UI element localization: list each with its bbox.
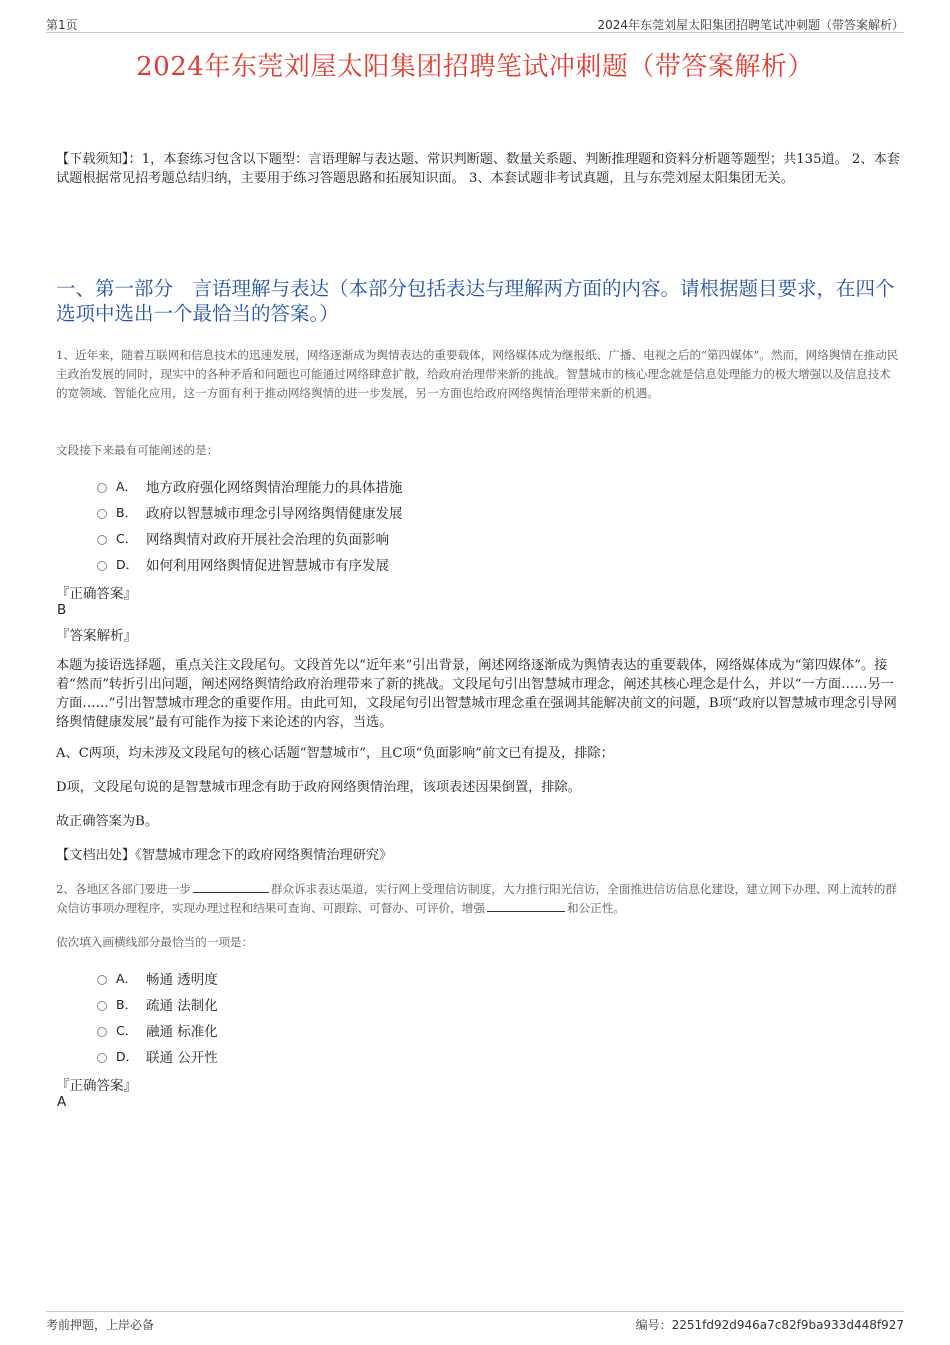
question-2-option-d[interactable] bbox=[97, 1046, 218, 1066]
option-letter: B． bbox=[116, 505, 138, 520]
question-2-option-a[interactable] bbox=[97, 968, 218, 988]
question-1-option-c[interactable] bbox=[97, 528, 389, 548]
question-1-prompt: 文段接下来最有可能阐述的是： bbox=[56, 443, 219, 457]
question-1-option-d[interactable] bbox=[97, 554, 389, 574]
option-letter: B． bbox=[116, 997, 138, 1012]
document-title: 2024年东莞刘屋太阳集团招聘笔试冲刺题（带答案解析） bbox=[136, 52, 814, 82]
question-1-option-b[interactable] bbox=[97, 502, 403, 522]
question-2-prompt: 依次填入画横线部分最恰当的一项是： bbox=[56, 935, 254, 949]
footer-doc-id: 编号：2251fd92d946a7c82f9ba933d448f927 bbox=[635, 1318, 904, 1332]
radio-icon[interactable] bbox=[97, 509, 107, 519]
question-2-option-c[interactable] bbox=[97, 1020, 218, 1040]
radio-icon[interactable] bbox=[97, 1053, 107, 1063]
option-text: 疏通 法制化 bbox=[146, 998, 218, 1014]
option-letter: A． bbox=[116, 479, 138, 494]
option-text: 如何利用网络舆情促进智慧城市有序发展 bbox=[146, 558, 389, 574]
page-number: 第1页 bbox=[46, 18, 78, 32]
option-text: 地方政府强化网络舆情治理能力的具体措施 bbox=[146, 480, 403, 496]
question-2-stem-text: 群众诉求表达渠道，实行网上受理信访制度，大力推行阳光信访，全面推进信访信息化建设，建立网下办理、网上流转的群众信访事项办理程序，实现办理过程和结果可查询、可跟踪、可督办、可评价，增强 bbox=[56, 882, 897, 915]
option-text: 融通 标准化 bbox=[146, 1024, 218, 1040]
question-1-analysis-label: 『答案解析』 bbox=[56, 628, 137, 644]
question-1-analysis-paragraph: D项，文段尾句说的是智慧城市理念有助于政府网络舆情治理，该项表述因果倒置，排除。 bbox=[56, 780, 581, 795]
fill-blank bbox=[193, 880, 269, 893]
option-letter: A． bbox=[116, 971, 138, 986]
question-1-answer: B bbox=[57, 602, 67, 618]
page-header bbox=[46, 14, 904, 33]
question-2-answer-label: 『正确答案』 bbox=[56, 1078, 137, 1094]
question-1-analysis-paragraph: 本题为接语选择题，重点关注文段尾句。文段首先以“近年来”引出背景，阐述网络逐渐成为舆情表达的重要载体，网络媒体成为“第四媒体”。接着“然而”转折引出问题，阐述网络舆情给政府治理带来了新的挑战。文段尾句引出智慧城市理念，阐述其核心理念是什么，并以“一方面……另一方面……”引出智慧城市理念的重要作用。由此可知，文段尾句引出智慧城市理念重在强调其能解决前文的问题，B项“政府以智慧城市理念引导网络舆情健康发展”最有可能作为接下来论述的内容，当选。 bbox=[56, 658, 897, 730]
question-1-stem: 1、近年来，随着互联网和信息技术的迅速发展，网络逐渐成为舆情表达的重要载体，网络媒体成为继报纸、广播、电视之后的“第四媒体”。然而，网络舆情在推动民主政治发展的同时，现实中的各种矛盾和问题也可能通过网络肆意扩散，给政府治理带来新的挑战。智慧城市的核心理念就是信息处理能力的极大增强以及信息技术的宽领域、智能化应用，这一方面有利于推动网络舆情的进一步发展，另一方面也给政府网络舆情治理带来新的机遇。 bbox=[56, 348, 899, 400]
question-1-analysis-paragraph: 故正确答案为B。 bbox=[56, 814, 159, 829]
header-doc-title: 2024年东莞刘屋太阳集团招聘笔试冲刺题（带答案解析） bbox=[597, 18, 904, 32]
question-1-analysis-paragraph: A、C两项，均未涉及文段尾句的核心话题“智慧城市”，且C项“负面影响”前文已有提及，排除； bbox=[56, 746, 614, 761]
section-title: 一、第一部分 言语理解与表达（本部分包括表达与理解两方面的内容。请根据题目要求，在四个选项中选出一个最恰当的答案。） bbox=[56, 277, 895, 325]
radio-icon[interactable] bbox=[97, 483, 107, 493]
fill-blank bbox=[487, 899, 565, 912]
option-letter: D． bbox=[116, 1049, 139, 1064]
radio-icon[interactable] bbox=[97, 1027, 107, 1037]
option-text: 联通 公开性 bbox=[146, 1050, 218, 1066]
radio-icon[interactable] bbox=[97, 1001, 107, 1011]
radio-icon[interactable] bbox=[97, 561, 107, 571]
question-2-stem-text: 和公正性。 bbox=[566, 901, 625, 915]
download-notice: 【下载须知】：1，本套练习包含以下题型：言语理解与表达题、常识判断题、数量关系题、判断推理题和资料分析题等题型；共135道。 2、本套试题根据常见招考题总结归纳，主要用于练习答题思路和拓展知识面。 3、本套试题非考试真题，且与东莞刘屋太阳集团无关。 bbox=[56, 152, 900, 186]
question-2-answer: A bbox=[57, 1094, 67, 1110]
question-2-stem bbox=[56, 880, 902, 918]
page-footer bbox=[46, 1311, 904, 1334]
option-text: 政府以智慧城市理念引导网络舆情健康发展 bbox=[146, 506, 403, 522]
question-2-option-b[interactable] bbox=[97, 994, 218, 1014]
option-text: 网络舆情对政府开展社会治理的负面影响 bbox=[146, 532, 389, 548]
option-text: 畅通 透明度 bbox=[146, 972, 218, 988]
footer-slogan: 考前押题，上岸必备 bbox=[46, 1318, 155, 1332]
option-letter: C． bbox=[116, 531, 138, 546]
question-2-stem-text: 2、各地区各部门要进一步 bbox=[56, 882, 191, 896]
question-1-answer-label: 『正确答案』 bbox=[56, 586, 137, 602]
radio-icon[interactable] bbox=[97, 975, 107, 985]
option-letter: C． bbox=[116, 1023, 138, 1038]
question-1-option-a[interactable] bbox=[97, 476, 403, 496]
radio-icon[interactable] bbox=[97, 535, 107, 545]
option-letter: D． bbox=[116, 557, 139, 572]
question-1-source: 【文档出处】《智慧城市理念下的政府网络舆情治理研究》 bbox=[56, 848, 393, 863]
